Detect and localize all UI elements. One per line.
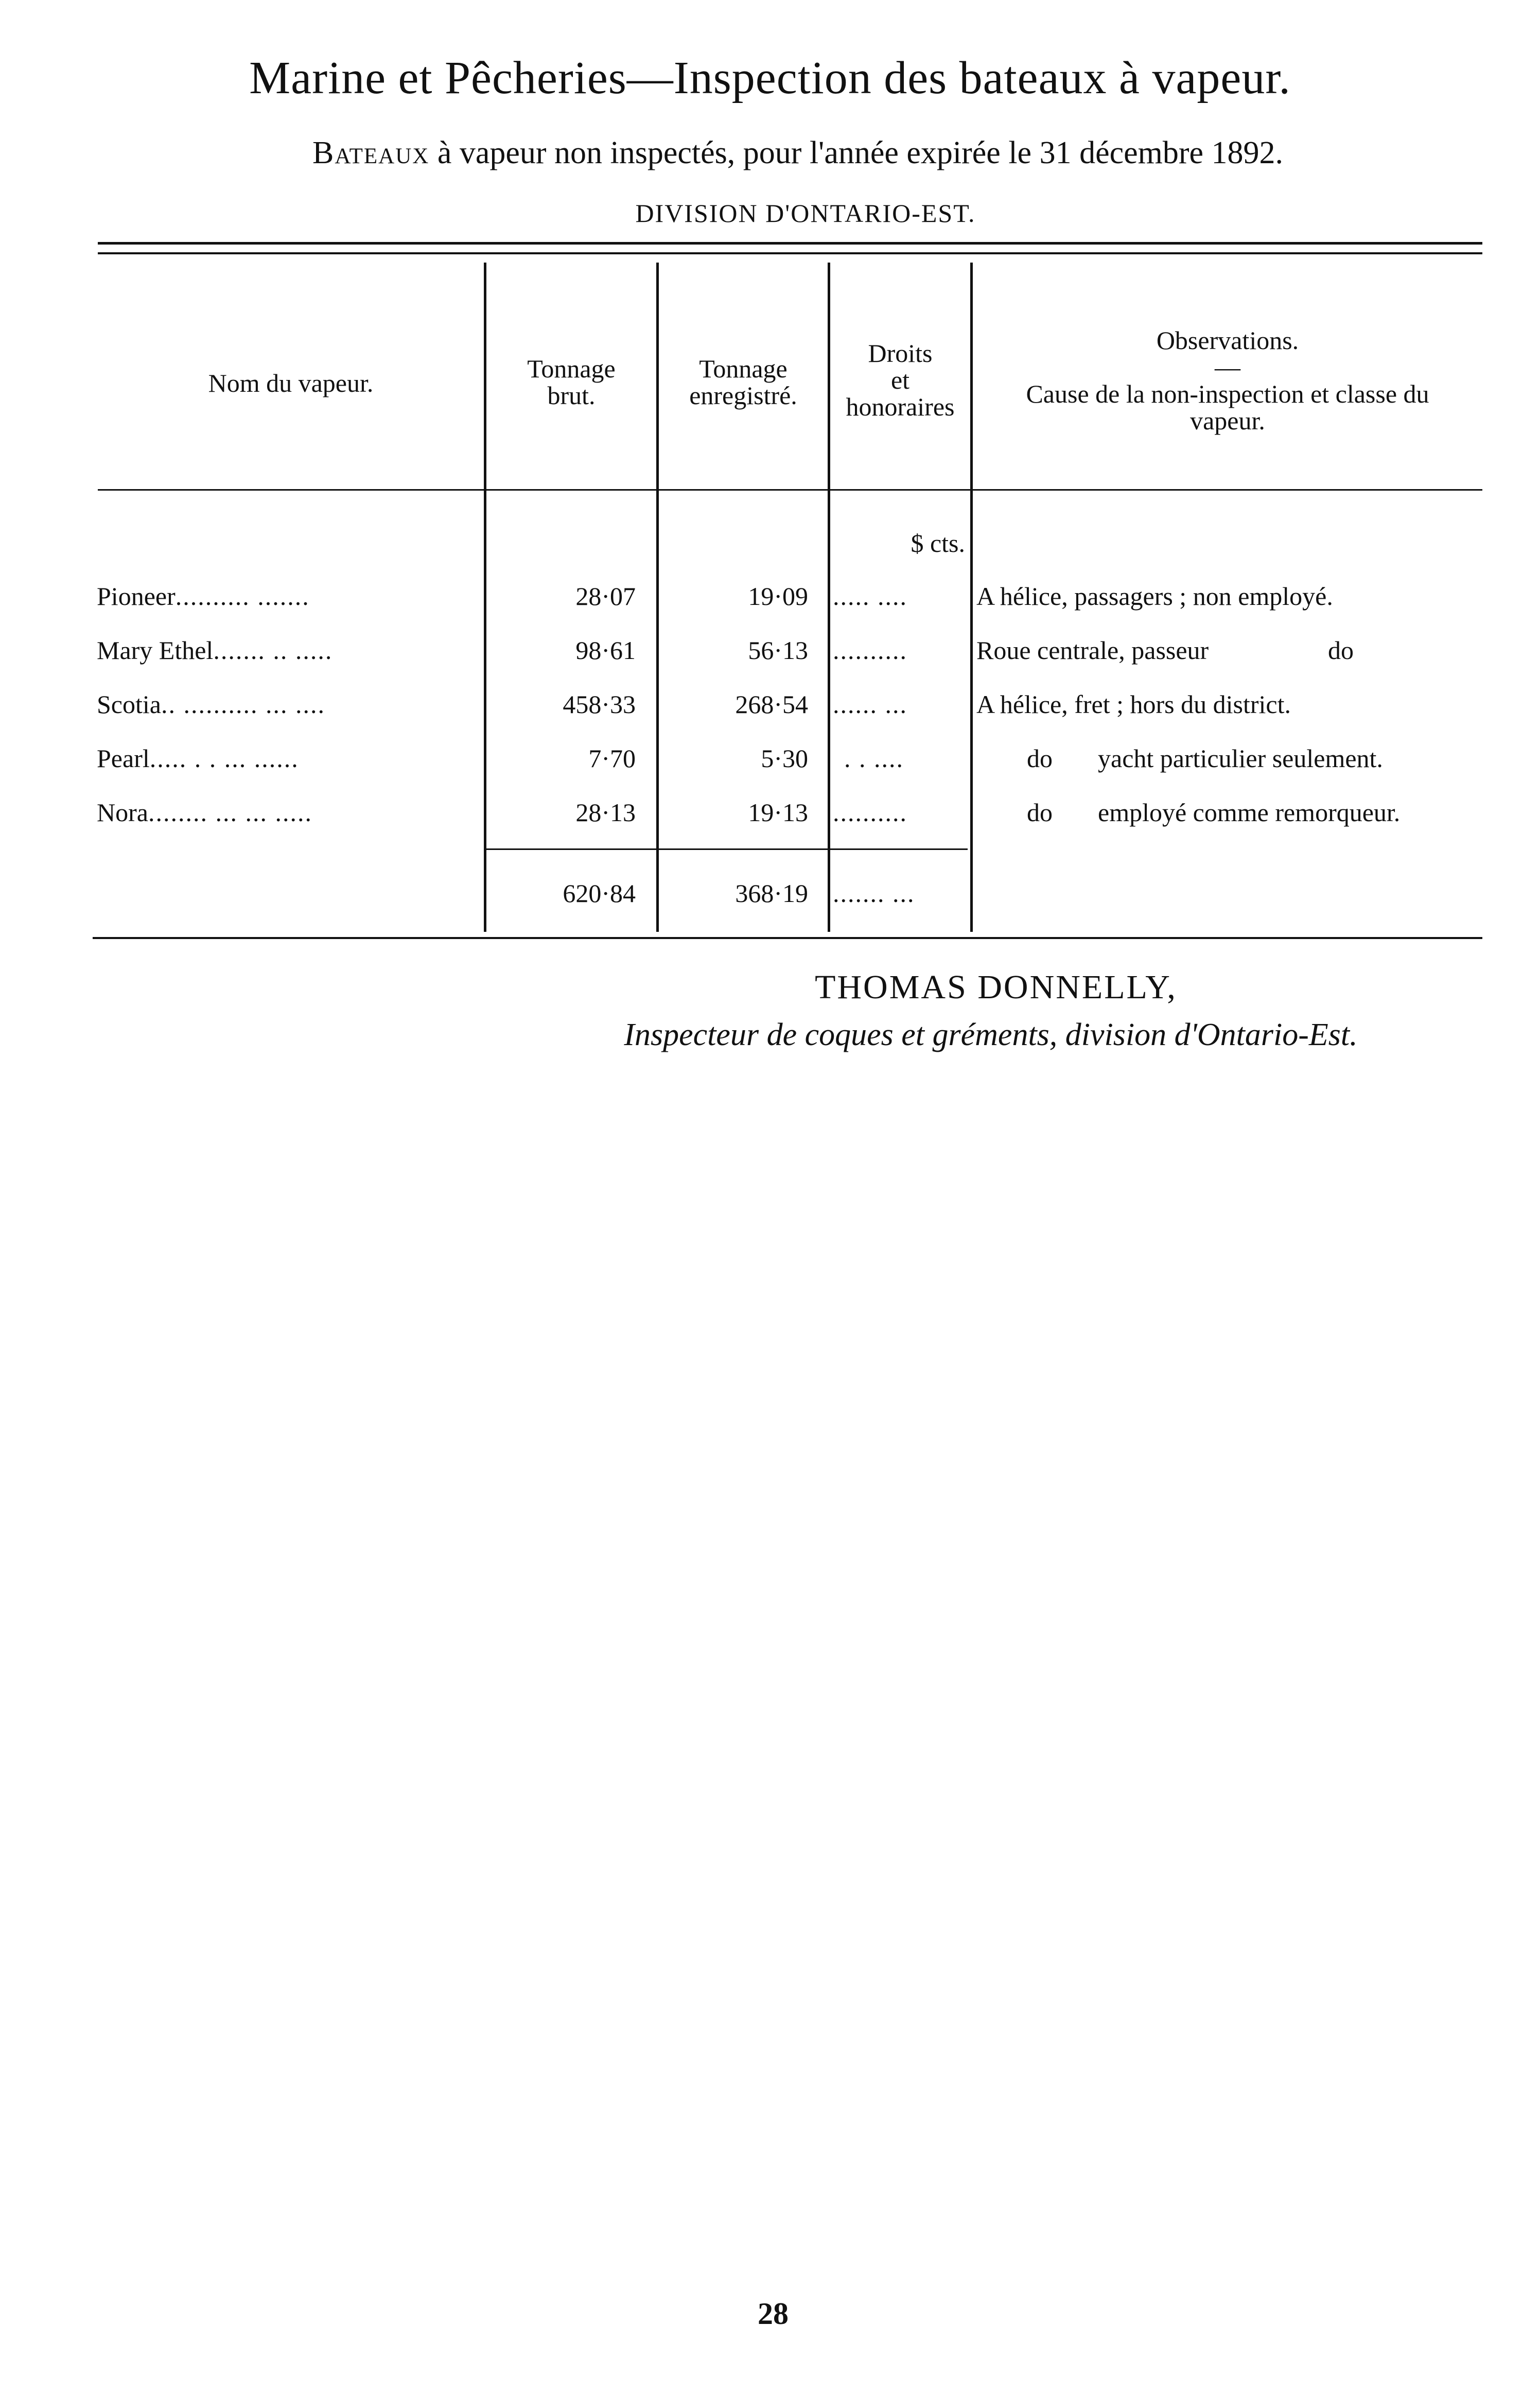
subtitle-lead: Bateaux	[312, 135, 430, 170]
observation-ditto: do	[1328, 636, 1354, 665]
gross-tonnage: 28·07	[575, 582, 636, 611]
column-header-gross: Tonnage brut.	[527, 354, 616, 410]
observation: yacht particulier seulement.	[1098, 744, 1383, 773]
gross-tonnage: 458·33	[563, 690, 636, 719]
gross-tonnage: 7·70	[588, 744, 636, 773]
table-top-rule-1	[98, 242, 1482, 245]
vessel-name: Scotia	[97, 690, 161, 719]
observation-ditto: do	[1027, 798, 1053, 827]
column-header-observations: Observations. — Cause de la non-inspection et classe du vapeur.	[1026, 326, 1429, 435]
header-bottom-rule	[98, 489, 1482, 491]
division-heading: DIVISION D'ONTARIO-EST.	[635, 199, 976, 228]
page-number: 28	[758, 2297, 789, 2331]
table-bottom-rule	[93, 937, 1482, 939]
fees-value: ...... ...	[833, 690, 907, 719]
registered-tonnage: 56·13	[748, 636, 808, 665]
fees-value: ..........	[833, 636, 907, 665]
dot-leader: .......... .......	[175, 582, 310, 611]
page-title: Marine et Pêcheries—Inspection des bateaux à vapeur.	[249, 53, 1291, 103]
dot-leader: ..... . . ... ......	[149, 744, 299, 773]
table-row	[97, 797, 312, 828]
dot-leader: ........ ... ... .....	[148, 798, 312, 827]
column-header-fees: Droits et honoraires	[846, 339, 955, 421]
table-top-rule-2	[98, 252, 1482, 254]
page-subtitle	[0, 135, 1540, 171]
table-row	[97, 689, 325, 720]
registered-tonnage: 19·13	[748, 798, 808, 827]
observation-ditto: do	[1027, 744, 1053, 773]
fees-value: ..... ....	[833, 582, 907, 611]
column-header-registered: Tonnage enregistré.	[689, 354, 797, 410]
table-row	[97, 581, 310, 612]
gross-tonnage: 98·61	[575, 636, 636, 665]
total-gross-tonnage: 620·84	[563, 879, 636, 908]
fees-value: ..........	[833, 798, 907, 827]
registered-tonnage: 268·54	[735, 690, 808, 719]
dot-leader: ....... .. .....	[213, 636, 333, 665]
vessel-name: Pioneer	[97, 582, 176, 611]
total-registered-tonnage: 368·19	[735, 879, 808, 908]
table-row	[97, 635, 332, 666]
signatory-title: Inspecteur de coques et gréments, division d'Ontario-Est.	[624, 1017, 1358, 1052]
observation: employé comme remorqueur.	[1098, 798, 1401, 827]
total-fees: ....... ...	[833, 879, 915, 908]
gross-tonnage: 28·13	[575, 798, 636, 827]
observation: Roue centrale, passeur	[976, 636, 1209, 665]
column-header-name: Nom du vapeur.	[208, 369, 374, 397]
signatory-name: THOMAS DONNELLY,	[815, 968, 1177, 1006]
vessel-name: Nora	[97, 798, 148, 827]
subtitle-rest: à vapeur non inspectés, pour l'année expirée le 31 décembre 1892.	[429, 135, 1284, 170]
dot-leader: .. .......... ... ....	[161, 690, 325, 719]
observation: A hélice, passagers ; non employé.	[976, 582, 1333, 611]
vessel-name: Pearl	[97, 744, 150, 773]
observation: A hélice, fret ; hors du district.	[976, 690, 1291, 719]
fees-value: . . ....	[844, 744, 904, 773]
fees-units: $ cts.	[911, 529, 965, 558]
totals-rule	[484, 848, 968, 850]
vessel-name: Mary Ethel	[97, 636, 214, 665]
table-row	[97, 743, 299, 774]
registered-tonnage: 19·09	[748, 582, 808, 611]
registered-tonnage: 5·30	[761, 744, 808, 773]
